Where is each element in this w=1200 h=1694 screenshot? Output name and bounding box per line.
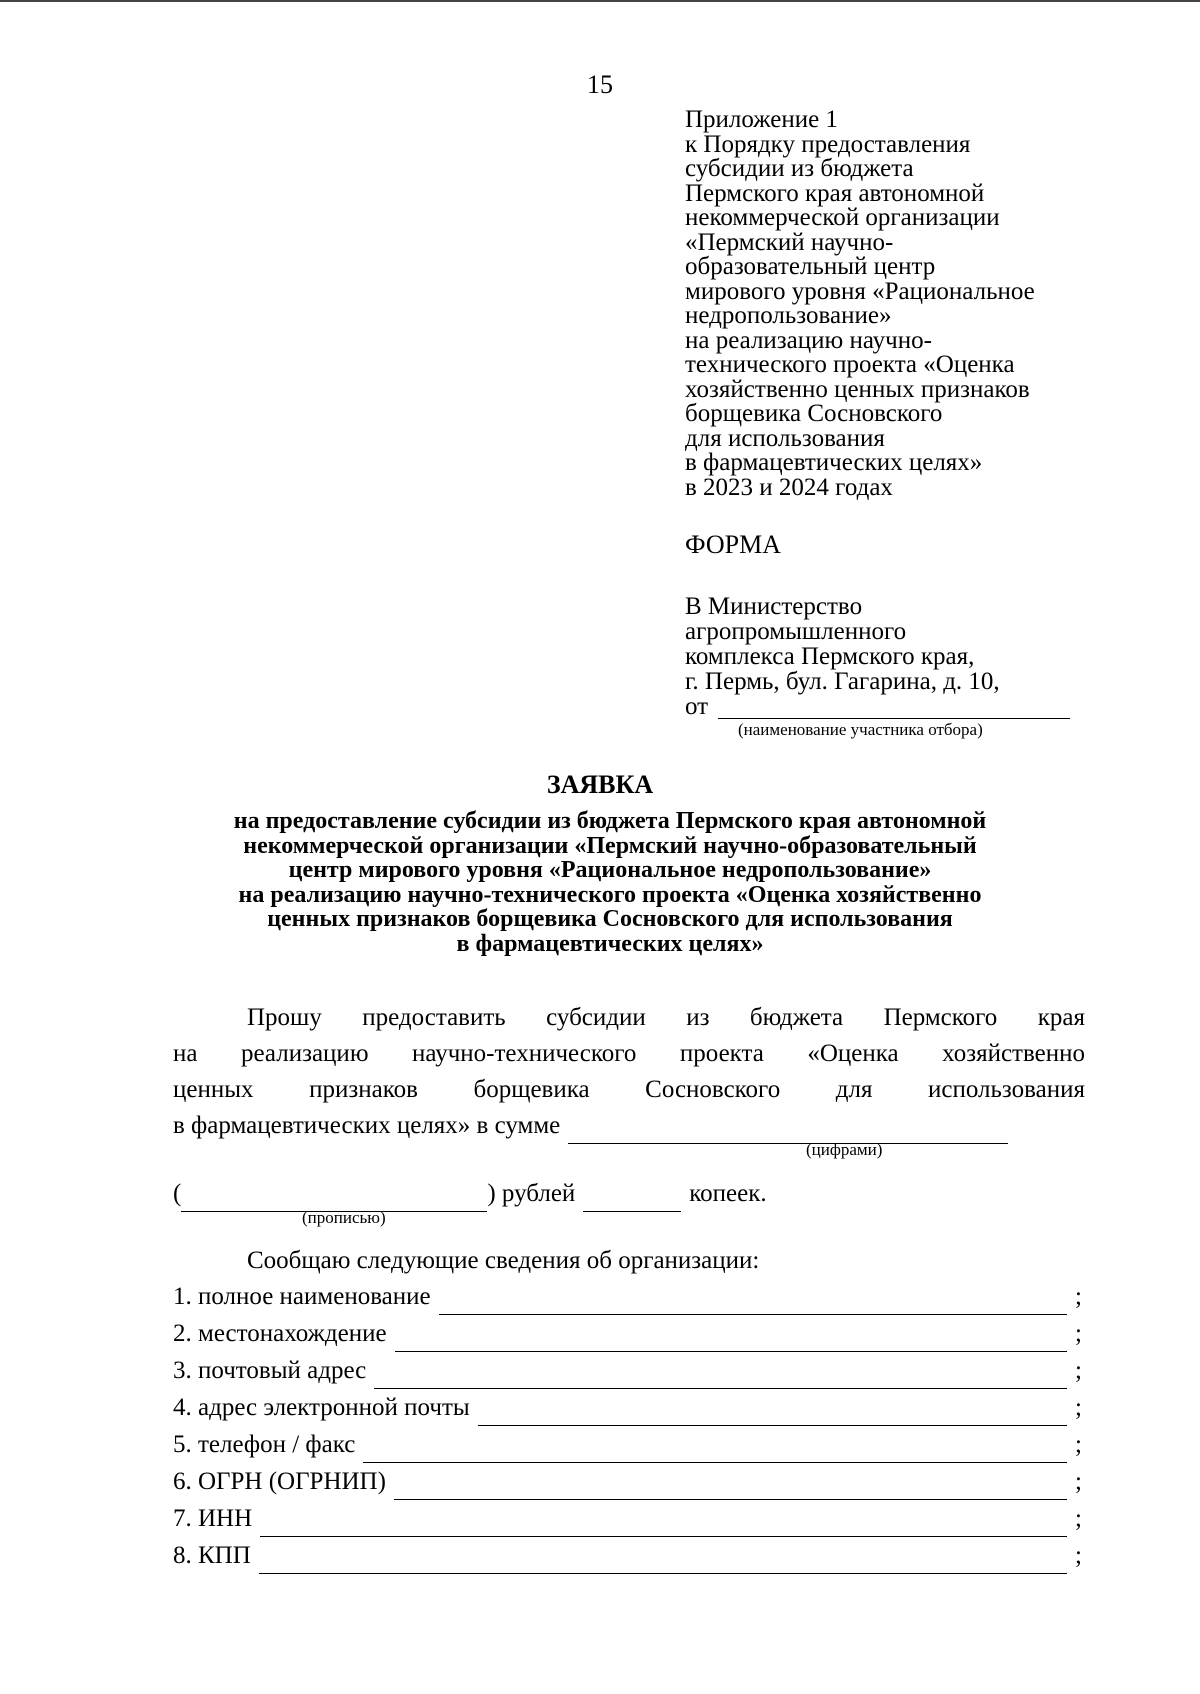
- org-field-input[interactable]: [374, 1364, 1067, 1389]
- appendix-line: в фармацевтических целях»: [685, 449, 983, 476]
- org-field-row: [173, 1426, 1085, 1463]
- field-terminator: ;: [1075, 1283, 1082, 1310]
- page-number: 15: [587, 70, 613, 99]
- appendix-line: субсидии из бюджета: [685, 155, 914, 182]
- addressee-line: г. Пермь, бул. Гагарина, д. 10,: [685, 668, 1000, 695]
- sum-words-line: [173, 1176, 767, 1212]
- appendix-header: [685, 108, 1105, 500]
- field-terminator: ;: [1075, 1542, 1082, 1569]
- subtitle-line: некоммерческой организации «Пермский научно-образовательный: [243, 832, 977, 859]
- field-terminator: ;: [1075, 1394, 1082, 1421]
- org-intro: Сообщаю следующие сведения об организации:: [247, 1247, 760, 1274]
- request-line: Прошу предоставить субсидии из бюджета Пермского края: [247, 1004, 1085, 1031]
- from-label: от: [685, 693, 709, 720]
- top-border: [0, 0, 1200, 2]
- org-field-input[interactable]: [363, 1438, 1067, 1463]
- appendix-line: на реализацию научно-: [685, 326, 932, 354]
- subtitle-line: ценных признаков борщевика Сосновского для использования: [267, 906, 953, 932]
- participant-name-caption: (наименование участника отбора): [738, 720, 983, 739]
- org-field-input[interactable]: [259, 1549, 1067, 1574]
- org-field-input[interactable]: [395, 1327, 1067, 1352]
- document-title: ЗАЯВКА: [546, 770, 654, 799]
- org-field-row: [173, 1315, 1085, 1352]
- org-field-label: 8. КПП: [173, 1542, 251, 1569]
- appendix-line: хозяйственно ценных признаков: [685, 375, 1030, 403]
- org-field-label: 3. почтовый адрес: [173, 1357, 367, 1384]
- org-field-label: 5. телефон / факс: [173, 1431, 356, 1458]
- org-field-row: [173, 1352, 1085, 1389]
- request-line: на реализацию научно-технического проекта «Оценка хозяйственно: [173, 1040, 1085, 1067]
- addressee-block: [685, 594, 1105, 719]
- appendix-line: «Пермский научно-: [685, 228, 894, 256]
- sum-prefix: в фармацевтических целях» в сумме: [173, 1112, 561, 1139]
- addressee-line: комплекса Пермского края,: [685, 643, 975, 670]
- addressee-line: В Министерство: [685, 593, 863, 620]
- org-fields-list: [173, 1278, 1085, 1574]
- kopecks-field[interactable]: [583, 1187, 681, 1212]
- org-field-label: 2. местонахождение: [173, 1320, 387, 1347]
- appendix-line: борщевика Сосновского: [685, 400, 943, 427]
- org-field-label: 4. адрес электронной почты: [173, 1394, 470, 1421]
- request-paragraph: [173, 1000, 1085, 1144]
- subtitle-line: на реализацию научно-технического проекта «Оценка хозяйственно: [238, 881, 982, 908]
- field-terminator: ;: [1075, 1468, 1082, 1495]
- appendix-line: к Порядку предоставления: [685, 130, 971, 158]
- request-line: ценных признаков борщевика Сосновского для использования: [173, 1076, 1085, 1103]
- field-terminator: ;: [1075, 1357, 1082, 1384]
- sum-digits-caption: (цифрами): [806, 1140, 883, 1159]
- org-field-row: [173, 1537, 1085, 1574]
- appendix-line: мирового уровня «Рациональное: [685, 277, 1035, 305]
- appendix-line: для использования: [685, 424, 885, 452]
- from-row: [685, 694, 1105, 719]
- org-field-input[interactable]: [478, 1401, 1067, 1426]
- open-paren: (: [173, 1180, 182, 1207]
- org-field-row: [173, 1278, 1085, 1315]
- field-terminator: ;: [1075, 1431, 1082, 1458]
- appendix-line: Пермского края автономной: [685, 179, 985, 207]
- org-field-label: 6. ОГРН (ОГРНИП): [173, 1468, 386, 1495]
- appendix-line: некоммерческой организации: [685, 204, 1000, 231]
- org-field-input[interactable]: [394, 1475, 1067, 1500]
- request-sum-line: [173, 1108, 1085, 1144]
- field-terminator: ;: [1075, 1320, 1082, 1347]
- subtitle-line: в фармацевтических целях»: [456, 930, 764, 957]
- kopecks-text: копеек.: [689, 1180, 767, 1207]
- appendix-line: Приложение 1: [685, 106, 838, 133]
- org-field-row: [173, 1389, 1085, 1426]
- subtitle-line: центр мирового уровня «Рациональное недропользование»: [288, 857, 932, 883]
- org-field-input[interactable]: [260, 1512, 1067, 1537]
- org-field-input[interactable]: [439, 1290, 1067, 1315]
- form-label: ФОРМА: [685, 530, 781, 559]
- field-terminator: ;: [1075, 1505, 1082, 1532]
- subtitle-line: на предоставление субсидии из бюджета Пермского края автономной: [233, 808, 987, 834]
- addressee-line: агропромышленного: [685, 618, 907, 645]
- appendix-line: недропользование»: [685, 302, 892, 329]
- org-field-row: [173, 1463, 1085, 1500]
- org-field-label: 1. полное наименование: [173, 1283, 431, 1310]
- document-subtitle: [150, 809, 1070, 956]
- participant-name-field[interactable]: [718, 696, 1070, 719]
- sum-words-caption: (прописью): [302, 1208, 386, 1227]
- appendix-line: технического проекта «Оценка: [685, 351, 1015, 378]
- appendix-line: образовательный центр: [685, 253, 936, 280]
- org-field-row: [173, 1500, 1085, 1537]
- sum-digits-field[interactable]: [568, 1119, 1008, 1144]
- rubles-text: ) рублей: [487, 1180, 576, 1207]
- appendix-line: в 2023 и 2024 годах: [685, 473, 893, 501]
- org-field-label: 7. ИНН: [173, 1505, 253, 1532]
